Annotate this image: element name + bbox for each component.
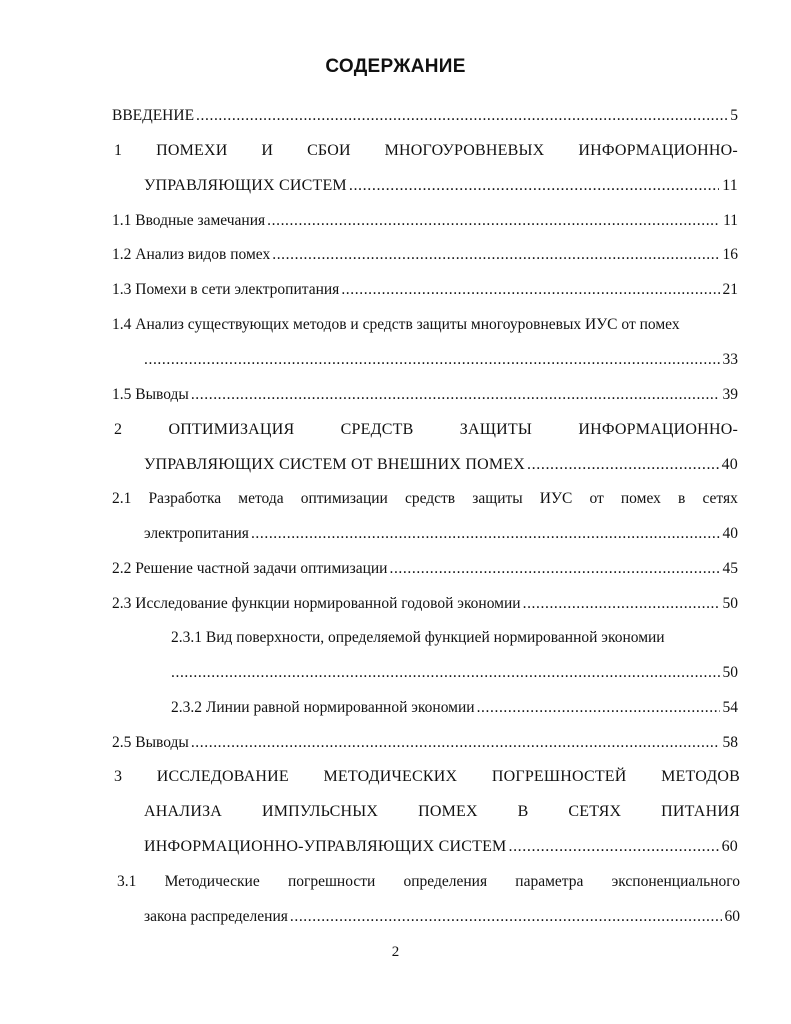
toc-entry-label: УПРАВЛЯЮЩИХ СИСТЕМ [144, 177, 347, 194]
toc-entry-chapter-1-cont[interactable] [144, 176, 738, 196]
toc-word: погрешности [287, 873, 376, 890]
toc-page-number: 60 [721, 838, 738, 855]
toc-entry-chapter-3[interactable] [114, 767, 740, 787]
toc-word: Методические [164, 873, 260, 890]
toc-word: экспоненциального [611, 873, 740, 890]
toc-word: ИССЛЕДОВАНИЕ [156, 768, 289, 785]
toc-page-number: 11 [722, 177, 738, 194]
toc-page-number: 45 [722, 560, 738, 577]
toc-word: МЕТОДИЧЕСКИХ [323, 768, 458, 785]
toc-word: И [261, 142, 274, 159]
toc-word: 1 [114, 142, 123, 159]
toc-word: МЕТОДОВ [661, 768, 740, 785]
toc-entry-label: 2.3 Исследование функции нормированной годовой экономии [112, 595, 521, 612]
page-number: 2 [391, 944, 400, 960]
dot-leader [267, 211, 720, 231]
toc-entry-1-3[interactable] [112, 280, 738, 300]
toc-entry-label: 1.1 Вводные замечания [112, 212, 266, 229]
toc-word: ИМПУЛЬСНЫХ [261, 803, 379, 820]
toc-entry-label: 2.5 Выводы [112, 734, 189, 751]
dot-leader [144, 350, 720, 370]
toc-word: определения [403, 873, 488, 890]
toc-page-number: 39 [722, 386, 738, 403]
dot-leader [349, 176, 719, 196]
toc-word: ИУС [539, 490, 573, 507]
toc-word: Разработка [148, 490, 222, 507]
toc-word: ОПТИМИЗАЦИЯ [168, 421, 295, 438]
toc-word: средств [404, 490, 456, 507]
toc-entry-label: 2.3.2 Линии равной нормированной экономии [171, 699, 475, 716]
dot-leader [508, 837, 718, 857]
dot-leader [341, 280, 719, 300]
toc-entry-label: 2.2 Решение частной задачи оптимизации [112, 560, 388, 577]
toc-entry-1-4[interactable] [112, 315, 742, 335]
dot-leader [389, 559, 719, 579]
toc-page-number: 50 [722, 595, 738, 612]
toc-word: ЗАЩИТЫ [459, 421, 532, 438]
toc-entry-2-3-2[interactable] [171, 698, 738, 718]
toc-word: ПИТАНИЯ [661, 803, 740, 820]
toc-entry-chapter-3-line-2[interactable] [144, 802, 740, 822]
toc-entry-label: закона распределения [144, 908, 288, 925]
toc-entry-chapter-1[interactable] [114, 141, 738, 161]
dot-leader [196, 106, 727, 126]
toc-word: от [589, 490, 604, 507]
toc-page-number: 11 [723, 212, 738, 229]
toc-entry-label: 1.3 Помехи в сети электропитания [112, 281, 340, 298]
toc-entry-label: ВВЕДЕНИЕ [112, 107, 195, 124]
toc-page-number: 33 [722, 351, 738, 368]
toc-page-number: 60 [724, 908, 740, 925]
toc-word: сетях [702, 490, 738, 507]
toc-entry-label: ИНФОРМАЦИОННО-УПРАВЛЯЮЩИХ СИСТЕМ [144, 838, 507, 855]
toc-word: 3.1 [117, 873, 137, 890]
toc-entry-1-4-cont[interactable] [144, 350, 738, 370]
toc-word: МНОГОУРОВНЕВЫХ [384, 142, 545, 159]
toc-word: в [678, 490, 686, 507]
toc-word: метода [238, 490, 284, 507]
toc-entry-3-1[interactable] [117, 872, 740, 892]
toc-word: ИНФОРМАЦИОННО- [578, 421, 738, 438]
toc-word: ИНФОРМАЦИОННО- [578, 142, 738, 159]
dot-leader [527, 455, 719, 475]
toc-entry-2-2[interactable] [112, 559, 738, 579]
toc-title: СОДЕРЖАНИЕ [325, 56, 466, 77]
toc-entry-1-1[interactable] [112, 211, 738, 231]
dot-leader [251, 524, 720, 544]
toc-entry-label: УПРАВЛЯЮЩИХ СИСТЕМ ОТ ВНЕШНИХ ПОМЕХ [144, 456, 526, 473]
toc-word: защиты [472, 490, 523, 507]
toc-entry-2-3-1-cont[interactable] [171, 663, 738, 683]
toc-word: АНАЛИЗА [144, 803, 223, 820]
dot-leader [523, 594, 720, 614]
toc-entry-2-1[interactable] [112, 489, 738, 509]
toc-page-number: 58 [722, 734, 738, 751]
toc-page-number: 50 [722, 664, 738, 681]
toc-page-number: 21 [722, 281, 738, 298]
toc-word: СЕТЯХ [568, 803, 622, 820]
toc-word: В [517, 803, 529, 820]
toc-word: СБОИ [307, 142, 351, 159]
toc-entry-3-1-cont[interactable] [144, 907, 740, 927]
toc-word: помех [620, 490, 661, 507]
toc-page-number: 40 [722, 525, 738, 542]
dot-leader [191, 385, 720, 405]
toc-word: параметра [515, 873, 584, 890]
dot-leader [272, 245, 719, 265]
toc-word: 2.1 [112, 490, 132, 507]
toc-word: ПОГРЕШНОСТЕЙ [491, 768, 627, 785]
dot-leader [171, 663, 720, 683]
dot-leader [477, 698, 720, 718]
dot-leader [191, 733, 720, 753]
toc-word: СРЕДСТВ [340, 421, 414, 438]
toc-page-number: 54 [722, 699, 738, 716]
toc-entry-label: 2.3.1 Вид поверхности, определяемой функцией нормированной экономии [171, 629, 665, 646]
toc-entry-2-3-1[interactable] [171, 628, 741, 648]
toc-entry-chapter-2-cont[interactable] [144, 455, 738, 475]
dot-leader [290, 907, 722, 927]
toc-entry-2-1-cont[interactable] [144, 524, 738, 544]
toc-word: ПОМЕХИ [156, 142, 228, 159]
toc-entry-label: 1.5 Выводы [112, 386, 189, 403]
toc-entry-1-2[interactable] [112, 245, 738, 265]
toc-entry-1-5[interactable] [112, 385, 738, 405]
toc-entry-2-5[interactable] [112, 733, 738, 753]
toc-entry-label: 1.4 Анализ существующих методов и средств защиты многоуровневых ИУС от помех [112, 316, 680, 333]
toc-entry-chapter-3-cont[interactable] [144, 837, 738, 857]
toc-word: ПОМЕХ [418, 803, 478, 820]
toc-entry-chapter-2[interactable] [114, 420, 738, 440]
toc-word: 2 [114, 421, 123, 438]
toc-entry-intro[interactable] [112, 106, 738, 126]
toc-word: оптимизации [300, 490, 388, 507]
toc-entry-label: 1.2 Анализ видов помех [112, 246, 271, 263]
toc-page-number: 16 [722, 246, 738, 263]
toc-entry-2-3[interactable] [112, 594, 738, 614]
toc-word: 3 [114, 768, 123, 785]
toc-entry-label: электропитания [144, 525, 249, 542]
toc-page-number: 5 [730, 107, 738, 124]
toc-page-number: 40 [721, 456, 738, 473]
